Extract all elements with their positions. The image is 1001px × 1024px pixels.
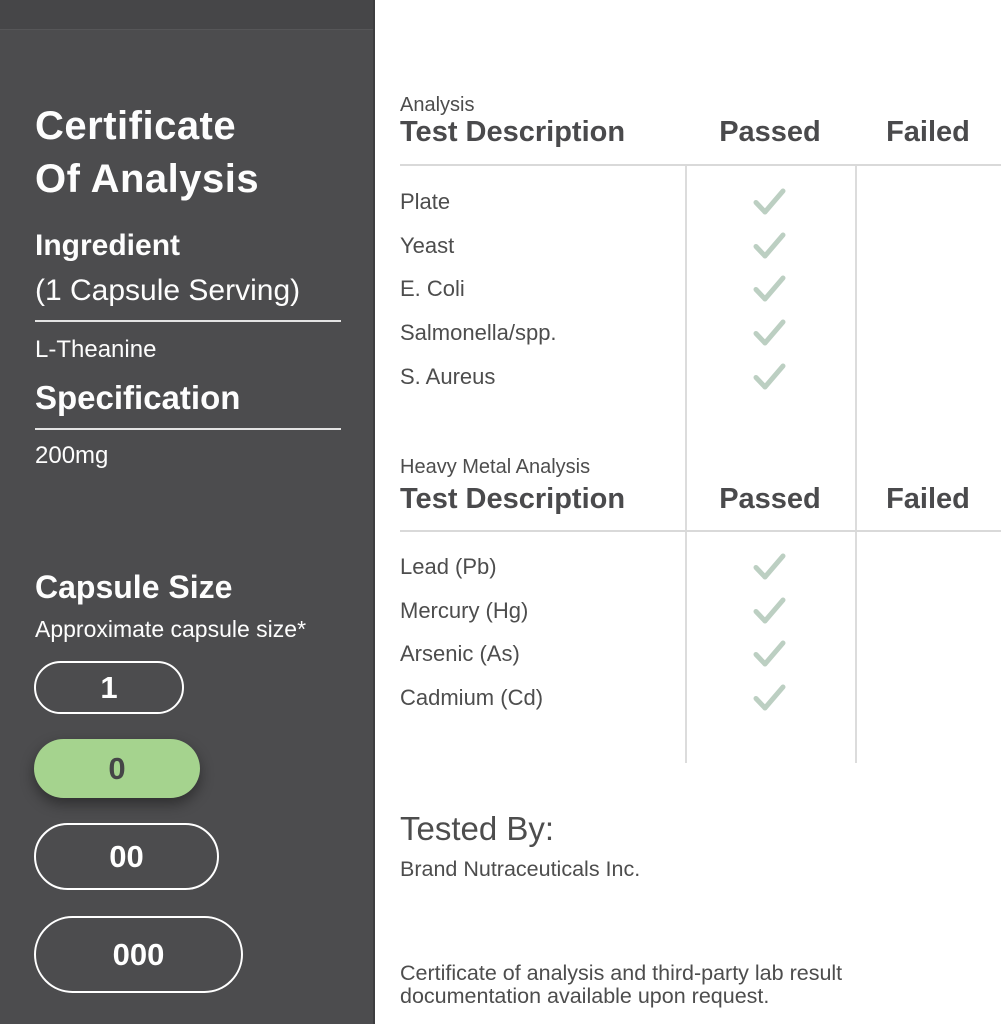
passed-cell (685, 274, 855, 304)
table-row (400, 589, 1001, 633)
heavy-metal-section-label: Heavy Metal Analysis (400, 456, 591, 478)
sidebar-top-strip (0, 0, 373, 30)
check-icon (752, 274, 788, 304)
table-row (400, 355, 1001, 399)
column-header-passed: Passed (719, 116, 821, 148)
table-row (400, 224, 1001, 268)
ingredient-serving-subheading: (1 Capsule Serving) (35, 274, 301, 307)
table-row (400, 676, 1001, 720)
test-name: Lead (Pb) (400, 553, 497, 579)
page-title-line1: Certificate (35, 104, 237, 148)
test-name: Arsenic (As) (400, 641, 520, 667)
table-row (400, 545, 1001, 589)
specification-heading: Specification (35, 379, 241, 416)
check-icon (752, 683, 788, 713)
test-name: S. Aureus (400, 363, 496, 389)
sidebar (0, 0, 375, 1024)
tested-by-value: Brand Nutraceuticals Inc. (400, 857, 641, 881)
check-icon (752, 231, 788, 261)
capsule-size-option-000[interactable]: 000 (34, 916, 243, 993)
passed-cell (685, 318, 855, 348)
column-header-test-description: Test Description (400, 116, 626, 148)
ingredient-value: L-Theanine (35, 336, 157, 363)
table-row (400, 632, 1001, 676)
divider (35, 428, 341, 430)
passed-cell (685, 596, 855, 626)
analysis-table-header (400, 118, 1001, 150)
column-header-passed: Passed (719, 483, 821, 515)
ingredient-heading: Ingredient (35, 229, 181, 262)
page-title-line2: Of Analysis (35, 157, 260, 202)
page-title (35, 100, 259, 206)
check-icon (752, 362, 788, 392)
specification-value: 200mg (35, 442, 109, 469)
heavy-metal-table-header (400, 485, 1001, 517)
capsule-size-option-1[interactable]: 1 (34, 661, 184, 714)
tested-by-heading: Tested By: (400, 810, 555, 847)
passed-cell (685, 683, 855, 713)
capsule-size-option-00[interactable]: 00 (34, 823, 219, 890)
check-icon (752, 187, 788, 217)
column-header-failed: Failed (886, 483, 970, 515)
capsule-size-subheading: Approximate capsule size* (35, 616, 307, 642)
passed-cell (685, 552, 855, 582)
analysis-table-rows (400, 164, 1001, 398)
passed-cell (685, 639, 855, 669)
check-icon (752, 318, 788, 348)
test-name: Plate (400, 188, 451, 214)
test-name: Yeast (400, 232, 455, 258)
analysis-section-label: Analysis (400, 94, 475, 116)
divider (35, 320, 341, 322)
column-header-test-description: Test Description (400, 483, 626, 515)
passed-cell (685, 187, 855, 217)
column-header-failed: Failed (886, 116, 970, 148)
capsule-size-heading: Capsule Size (35, 569, 233, 605)
heavy-metal-table-rows (400, 531, 1001, 720)
check-icon (752, 639, 788, 669)
passed-cell (685, 231, 855, 261)
test-name: Cadmium (Cd) (400, 684, 544, 710)
capsule-size-option-0[interactable]: 0 (34, 739, 200, 798)
footnote: Certificate of analysis and third-party lab result documentation available upon request. (400, 961, 843, 1009)
check-icon (752, 552, 788, 582)
passed-cell (685, 362, 855, 392)
check-icon (752, 596, 788, 626)
table-row (400, 311, 1001, 355)
table-row (400, 180, 1001, 224)
table-row (400, 267, 1001, 311)
test-name: Salmonella/spp. (400, 319, 557, 345)
test-name: E. Coli (400, 276, 465, 302)
test-name: Mercury (Hg) (400, 597, 529, 623)
analysis-panel (375, 0, 1001, 1024)
